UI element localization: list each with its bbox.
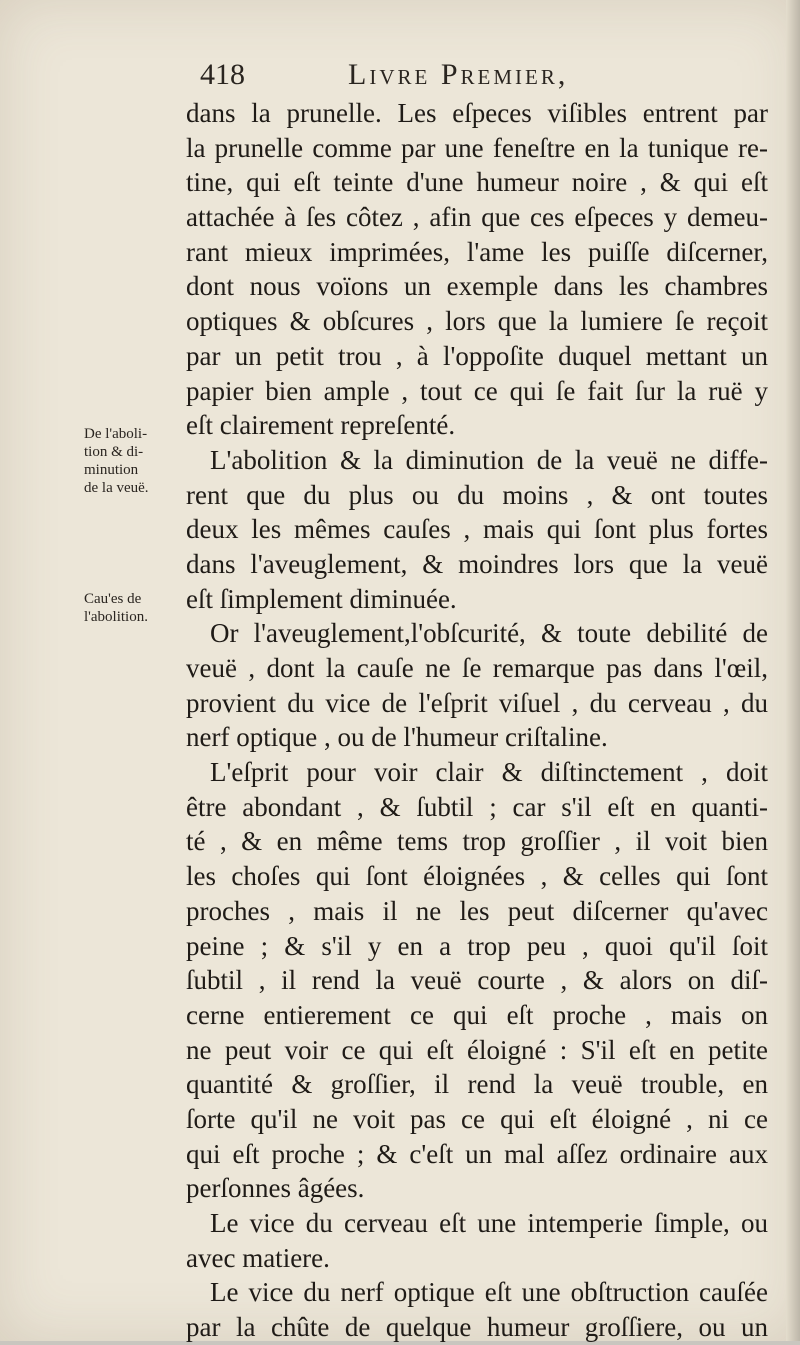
text-line: rant mieux imprimées, l'ame les puiſſe diſcerner,: [186, 236, 768, 267]
margin-note-line: Cau'es de: [84, 591, 142, 607]
page-edge: [786, 0, 800, 1341]
text-line: ſubtil , il rend la veuë courte , & alors on diſ-: [186, 965, 768, 996]
text-line: L'eſprit pour voir clair & diſtinctement , doit: [210, 757, 768, 788]
text-line: rent que du plus ou du moins , & ont toutes: [186, 479, 768, 510]
margin-note-causes: [84, 590, 188, 626]
running-title: Livre Premier,: [348, 58, 569, 91]
text-line: L'abolition & la diminution de la veuë ne diffe-: [210, 444, 768, 475]
margin-note-line: tion & di-: [84, 444, 144, 460]
text-line: eſt ſimplement diminuée.: [186, 583, 457, 614]
text-line: avec matiere.: [186, 1242, 330, 1273]
margin-note-line: l'abolition.: [84, 609, 148, 625]
text-line: Le vice du nerf optique eſt une obſtruction cauſée: [210, 1277, 768, 1308]
margin-note-line: De l'aboli-: [84, 426, 148, 442]
text-line: attachée à ſes côtez , afin que ces eſpeces y demeu-: [186, 202, 768, 233]
page-number: 418: [200, 58, 245, 91]
text-line: dont nous voïons un exemple dans les chambres: [186, 271, 768, 302]
text-line: ſorte qu'il ne voit pas ce qui eſt éloigné , ni ce: [186, 1103, 768, 1134]
text-line: dans la prunelle. Les eſpeces viſibles entrent par: [186, 98, 768, 128]
text-line: Le vice du cerveau eſt une intemperie ſimple, ou: [210, 1208, 768, 1238]
text-line: nerf optique , ou de l'humeur criſtaline.: [186, 722, 608, 753]
margin-note-abolition-diminution: [84, 425, 188, 497]
text-line: dans l'aveuglement, & moindres lors que la veuë: [186, 548, 768, 579]
text-line: quantité & groſſier, il rend la veuë trouble, en: [186, 1069, 768, 1100]
text-line: proches , mais il ne les peut diſcerner qu'avec: [186, 895, 768, 926]
text-line: optiques & obſcures , lors que la lumiere ſe reçoit: [186, 306, 768, 337]
text-line: par un petit trou , à l'oppoſite duquel mettant un: [186, 340, 768, 371]
text-line: être abondant , & ſubtil ; car s'il eſt en quanti-: [186, 791, 768, 822]
margin-note-line: minution: [84, 462, 139, 478]
text-line: peine ; & s'il y en a trop peu , quoi qu'il ſoit: [186, 930, 768, 961]
text-line: provient du vice de l'eſprit viſuel , du cerveau , du: [186, 687, 768, 718]
text-line: ne peut voir ce qui eſt éloigné : S'il eſt en petite: [186, 1034, 768, 1065]
margin-note-line: de la veuë.: [84, 480, 149, 496]
text-line: veuë , dont la cauſe ne ſe remarque pas dans l'œil,: [186, 653, 768, 683]
main-text-block: [186, 96, 768, 1345]
text-line: qui eſt proche ; & c'eſt un mal aſſez ordinaire aux: [186, 1138, 768, 1169]
text-line: eſt clairement repreſenté.: [186, 410, 456, 441]
text-line: cerne entierement ce qui eſt proche , mais on: [186, 999, 768, 1030]
text-line: les choſes qui ſont éloignées , & celles qui ſont: [186, 861, 768, 892]
text-line: perſonnes âgées.: [186, 1173, 365, 1204]
text-line: deux les mêmes cauſes , mais qui ſont plus fortes: [186, 514, 768, 545]
text-line: la prunelle comme par une feneſtre en la tunique re-: [186, 132, 768, 163]
text-line: Or l'aveuglement,l'obſcurité, & toute debilité de: [210, 618, 768, 649]
text-line: papier bien ample , tout ce qui ſe fait ſur la ruë y: [186, 375, 768, 406]
page-header: [200, 58, 690, 98]
text-line: par la chûte de quelque humeur groſſiere, ou un: [186, 1312, 768, 1343]
text-line: tine, qui eſt teinte d'une humeur noire , & qui eſt: [186, 167, 768, 198]
text-line: té , & en même tems trop groſſier , il voit bien: [186, 826, 768, 857]
